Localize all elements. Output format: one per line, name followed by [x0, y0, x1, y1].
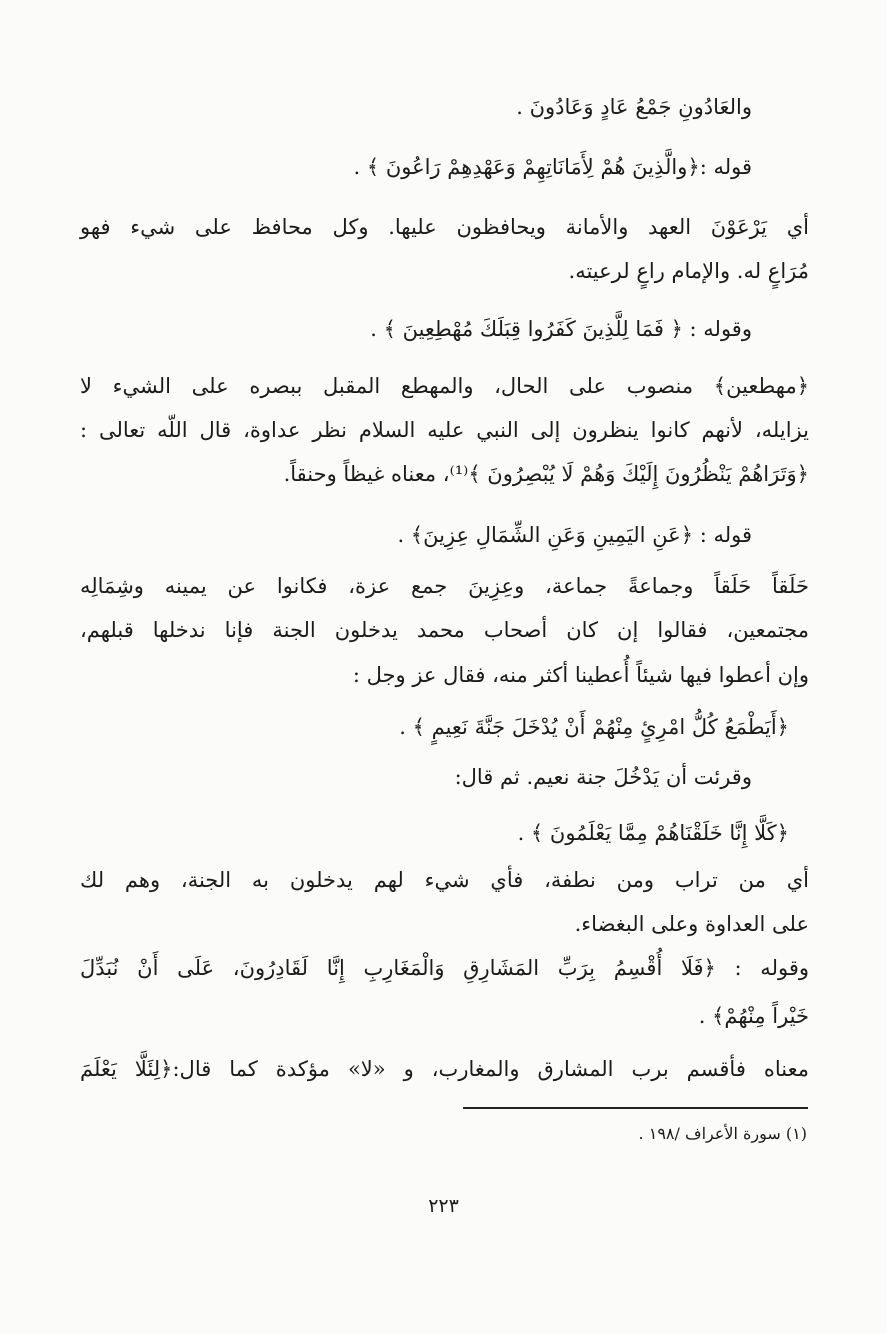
text-line-3: أي يَرْعَوْنَ العهد والأمانة ويحافظون عليها. وكل محافظ على شيء فهو [80, 215, 809, 239]
text-line-16: أي من تراب ومن نطفة، فأي شيء لهم يدخلون به الجنة، وهم لك [80, 868, 809, 892]
text-line-20: معناه فأقسم برب المشارق والمغارب، و «لا» مؤكدة كما قال:﴿لِئَلَّا يَعْلَمَ [80, 1057, 809, 1081]
text-line-18: وقوله : ﴿فَلَا أُقْسِمُ بِرَبِّ المَشَارِقِ وَالْمَغَارِبِ إِنَّا لَقَادِرُونَ، عَلَى أَنْ نُبَدِّلَ [80, 956, 809, 980]
text-line-2: قوله :﴿والَّذِينَ هُمْ لِأَمَانَاتِهِمْ وَعَهْدِهِمْ رَاعُونَ ﴾ . [353, 155, 752, 179]
text-line-14: وقرئت أن يَدْخُلَ جنة نعيم. ثم قال: [454, 765, 752, 789]
text-line-1: والعَادُونِ جَمْعُ عَادٍ وَعَادُونَ . [516, 95, 752, 119]
text-line-4: مُرَاعٍ له. والإمام راعٍ لرعيته. [568, 259, 809, 283]
text-line-9: قوله : ﴿عَنِ اليَمِينِ وَعَنِ الشِّمَالِ عِزِينَ﴾ . [397, 523, 752, 547]
text-line-19: خَيْراً مِنْهُمْ﴾ . [698, 1004, 809, 1028]
text-line-8: ﴿وَتَرَاهُمْ يَنْظُرُونَ إِلَيْكَ وَهُمْ لَا يُبْصِرُونَ ﴾⁽¹⁾، معناه غيظاً وحنقاً. [283, 462, 809, 486]
text-line-12: وإن أعطوا فيها شيئاً أُعطينا أكثر منه، فقال عز وجل : [352, 663, 809, 687]
text-line-13: ﴿أَيَطْمَعُ كُلُّ امْرِئٍ مِنْهُمْ أَنْ يُدْخَلَ جَنَّةَ نَعِيمٍ ﴾ . [399, 715, 789, 739]
text-line-7: يزايله، لأنهم كانوا ينظرون إلى النبي عليه السلام نظر عداوة، قال اللّه تعالى : [80, 418, 809, 442]
text-line-11: مجتمعين، فقالوا إن كان أصحاب محمد يدخلون الجنة فإنا ندخلها قبلهم، [80, 618, 809, 642]
text-line-17: على العداوة وعلى البغضاء. [574, 912, 809, 936]
footnote-separator [463, 1107, 808, 1109]
text-line-5: وقوله : ﴿ فَمَا لِلَّذِينَ كَفَرُوا قِبَلَكَ مُهْطِعِينَ ﴾ . [370, 317, 752, 341]
text-line-6: ﴿مهطعين﴾ منصوب على الحال، والمهطع المقبل ببصره على الشيء لا [80, 374, 809, 398]
page-number: ٢٢٣ [428, 1195, 459, 1217]
footnote: (١) سورة الأعراف /١٩٨ . [638, 1124, 807, 1143]
text-line-15: ﴿كَلَّا إِنَّا خَلَقْنَاهُمْ مِمَّا يَعْلَمُونَ ﴾ . [517, 821, 789, 845]
text-line-10: حَلَقاً حَلَقاً وجماعةً جماعة، وعِزِينَ جمع عزة، فكانوا عن يمينه وشِمَالِه [80, 574, 809, 598]
